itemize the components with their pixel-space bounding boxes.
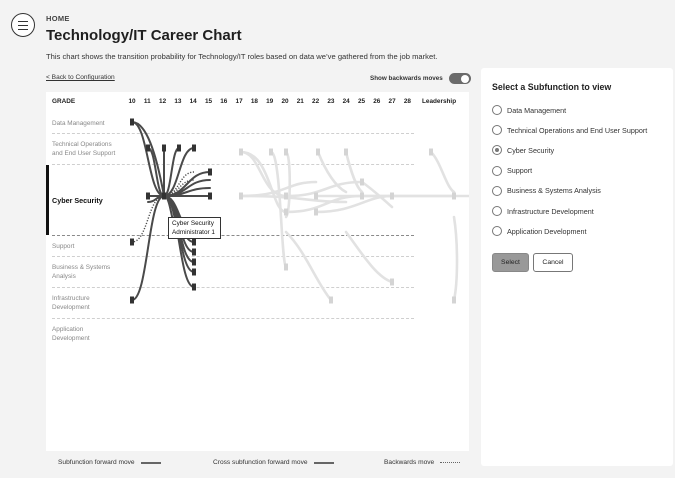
role-node xyxy=(192,249,196,256)
radio-icon[interactable] xyxy=(492,166,502,176)
grade-21: 21 xyxy=(296,98,304,105)
faded-role-node xyxy=(429,149,433,156)
role-node xyxy=(130,119,134,126)
row-label-cyber-security[interactable]: Cyber Security xyxy=(52,196,103,205)
legend-backwards xyxy=(384,459,460,466)
option-support[interactable] xyxy=(492,166,532,176)
faded-role-node xyxy=(316,149,320,156)
tooltip-line-1: Cyber Security xyxy=(172,220,214,227)
grade-13: 13 xyxy=(174,98,182,105)
faded-role-node xyxy=(284,193,288,200)
role-node xyxy=(208,193,212,200)
faded-role-node xyxy=(390,193,394,200)
role-node xyxy=(192,259,196,266)
grade-28: 28 xyxy=(403,98,411,105)
role-node xyxy=(162,145,166,152)
grade-19: 19 xyxy=(266,98,274,105)
role-node xyxy=(192,239,196,246)
panel-title: Select a Subfunction to view xyxy=(492,82,612,92)
grade-17: 17 xyxy=(235,98,243,105)
grade-24: 24 xyxy=(342,98,350,105)
grade-15: 15 xyxy=(204,98,213,105)
radio-icon[interactable] xyxy=(492,105,502,115)
option-label: Cyber Security xyxy=(507,145,555,155)
grade-14: 14 xyxy=(189,98,197,105)
role-node xyxy=(192,284,196,291)
grade-25: 25 xyxy=(357,98,366,105)
select-button[interactable]: Select xyxy=(492,253,529,272)
radio-icon[interactable] xyxy=(492,226,502,236)
role-node xyxy=(130,239,134,246)
breadcrumb[interactable]: HOME xyxy=(46,14,70,23)
option-technical-operations-and-end-user-support[interactable] xyxy=(492,125,647,135)
menu-button[interactable] xyxy=(11,13,35,37)
grade-20: 20 xyxy=(281,98,289,105)
legend-cross xyxy=(213,459,334,466)
backwards-toggle-group xyxy=(370,73,471,84)
faded-role-node xyxy=(314,193,318,200)
row-label-technical-operations[interactable]: Technical Operations and End User Support xyxy=(52,141,116,157)
backwards-path xyxy=(132,196,164,300)
option-label: Data Management xyxy=(507,105,567,115)
radio-icon[interactable] xyxy=(492,125,502,135)
grade-11: 11 xyxy=(143,98,151,105)
grade-18: 18 xyxy=(250,98,258,105)
faded-role-node xyxy=(390,279,394,286)
transition-paths xyxy=(46,92,469,451)
role-node xyxy=(192,145,196,152)
faded-role-node xyxy=(284,264,288,271)
faded-role-node xyxy=(452,193,456,200)
row-label-business-systems-analysis[interactable]: Business & Systems Analysis xyxy=(52,264,111,280)
role-node xyxy=(192,269,196,276)
role-node xyxy=(177,145,181,152)
faded-role-node xyxy=(344,149,348,156)
legend-forward-line xyxy=(141,462,161,464)
faded-role-node xyxy=(314,209,318,216)
page-description: This chart shows the transition probability for Technology/IT roles based on data we’ve gathered from the job market. xyxy=(46,52,438,61)
page-title: Technology/IT Career Chart xyxy=(46,27,242,44)
back-to-configuration-link[interactable]: < Back to Configuration xyxy=(46,74,115,81)
backwards-moves-toggle[interactable] xyxy=(449,73,471,84)
option-business-systems-analysis[interactable] xyxy=(492,186,601,196)
faded-role-node xyxy=(452,297,456,304)
role-node xyxy=(162,193,166,200)
grade-16: 16 xyxy=(220,98,228,105)
faded-role-node xyxy=(269,149,273,156)
node-tooltip xyxy=(168,217,221,239)
legend-cross-line xyxy=(314,462,334,464)
legend-forward-label: Subfunction forward move xyxy=(58,459,135,466)
faded-role-node xyxy=(239,193,243,200)
option-label: Business & Systems Analysis xyxy=(507,186,601,196)
row-label-infrastructure-development[interactable]: Infrastructure Development xyxy=(52,295,90,311)
faded-role-node xyxy=(360,179,364,186)
leadership-header: Leadership xyxy=(422,98,457,105)
grade-23: 23 xyxy=(327,98,335,105)
grade-10: 10 xyxy=(128,98,136,105)
option-data-management[interactable] xyxy=(492,105,566,115)
row-label-data-management[interactable]: Data Management xyxy=(52,120,105,127)
grade-26: 26 xyxy=(373,98,381,105)
legend-backwards-line xyxy=(440,462,460,463)
backwards-toggle-label: Show backwards moves xyxy=(370,75,443,82)
radio-icon[interactable] xyxy=(492,206,502,216)
career-chart xyxy=(46,92,469,451)
tooltip-line-2: Administrator 1 xyxy=(172,229,215,236)
grade-22: 22 xyxy=(312,98,320,105)
row-label-support[interactable]: Support xyxy=(52,243,75,250)
legend-backwards-label: Backwards move xyxy=(384,459,435,466)
option-application-development[interactable] xyxy=(492,226,587,236)
transition-path xyxy=(164,148,179,196)
role-node xyxy=(146,193,150,200)
grade-27: 27 xyxy=(388,98,396,105)
grade-header: GRADE xyxy=(52,98,76,105)
role-node xyxy=(208,169,212,176)
option-label: Support xyxy=(507,166,533,176)
cancel-button[interactable]: Cancel xyxy=(533,253,573,272)
legend-cross-label: Cross subfunction forward move xyxy=(213,459,308,466)
radio-icon[interactable] xyxy=(492,186,502,196)
faded-role-node xyxy=(284,209,288,216)
option-label: Infrastructure Development xyxy=(507,206,594,216)
faded-role-node xyxy=(284,149,288,156)
grade-12: 12 xyxy=(159,98,167,105)
radio-icon[interactable] xyxy=(492,145,502,155)
option-label: Application Development xyxy=(507,226,587,236)
faded-role-node xyxy=(360,193,364,200)
role-node xyxy=(130,297,134,304)
option-label: Technical Operations and End User Support xyxy=(507,125,648,135)
subfunction-panel xyxy=(481,68,673,466)
toggle-knob xyxy=(461,75,469,83)
faded-role-node xyxy=(239,149,243,156)
role-node xyxy=(146,145,150,152)
faded-role-node xyxy=(329,297,333,304)
option-infrastructure-development[interactable] xyxy=(492,206,594,216)
legend-forward xyxy=(58,459,161,466)
row-label-application-development[interactable]: Application Development xyxy=(52,326,90,342)
option-cyber-security[interactable] xyxy=(492,145,554,155)
